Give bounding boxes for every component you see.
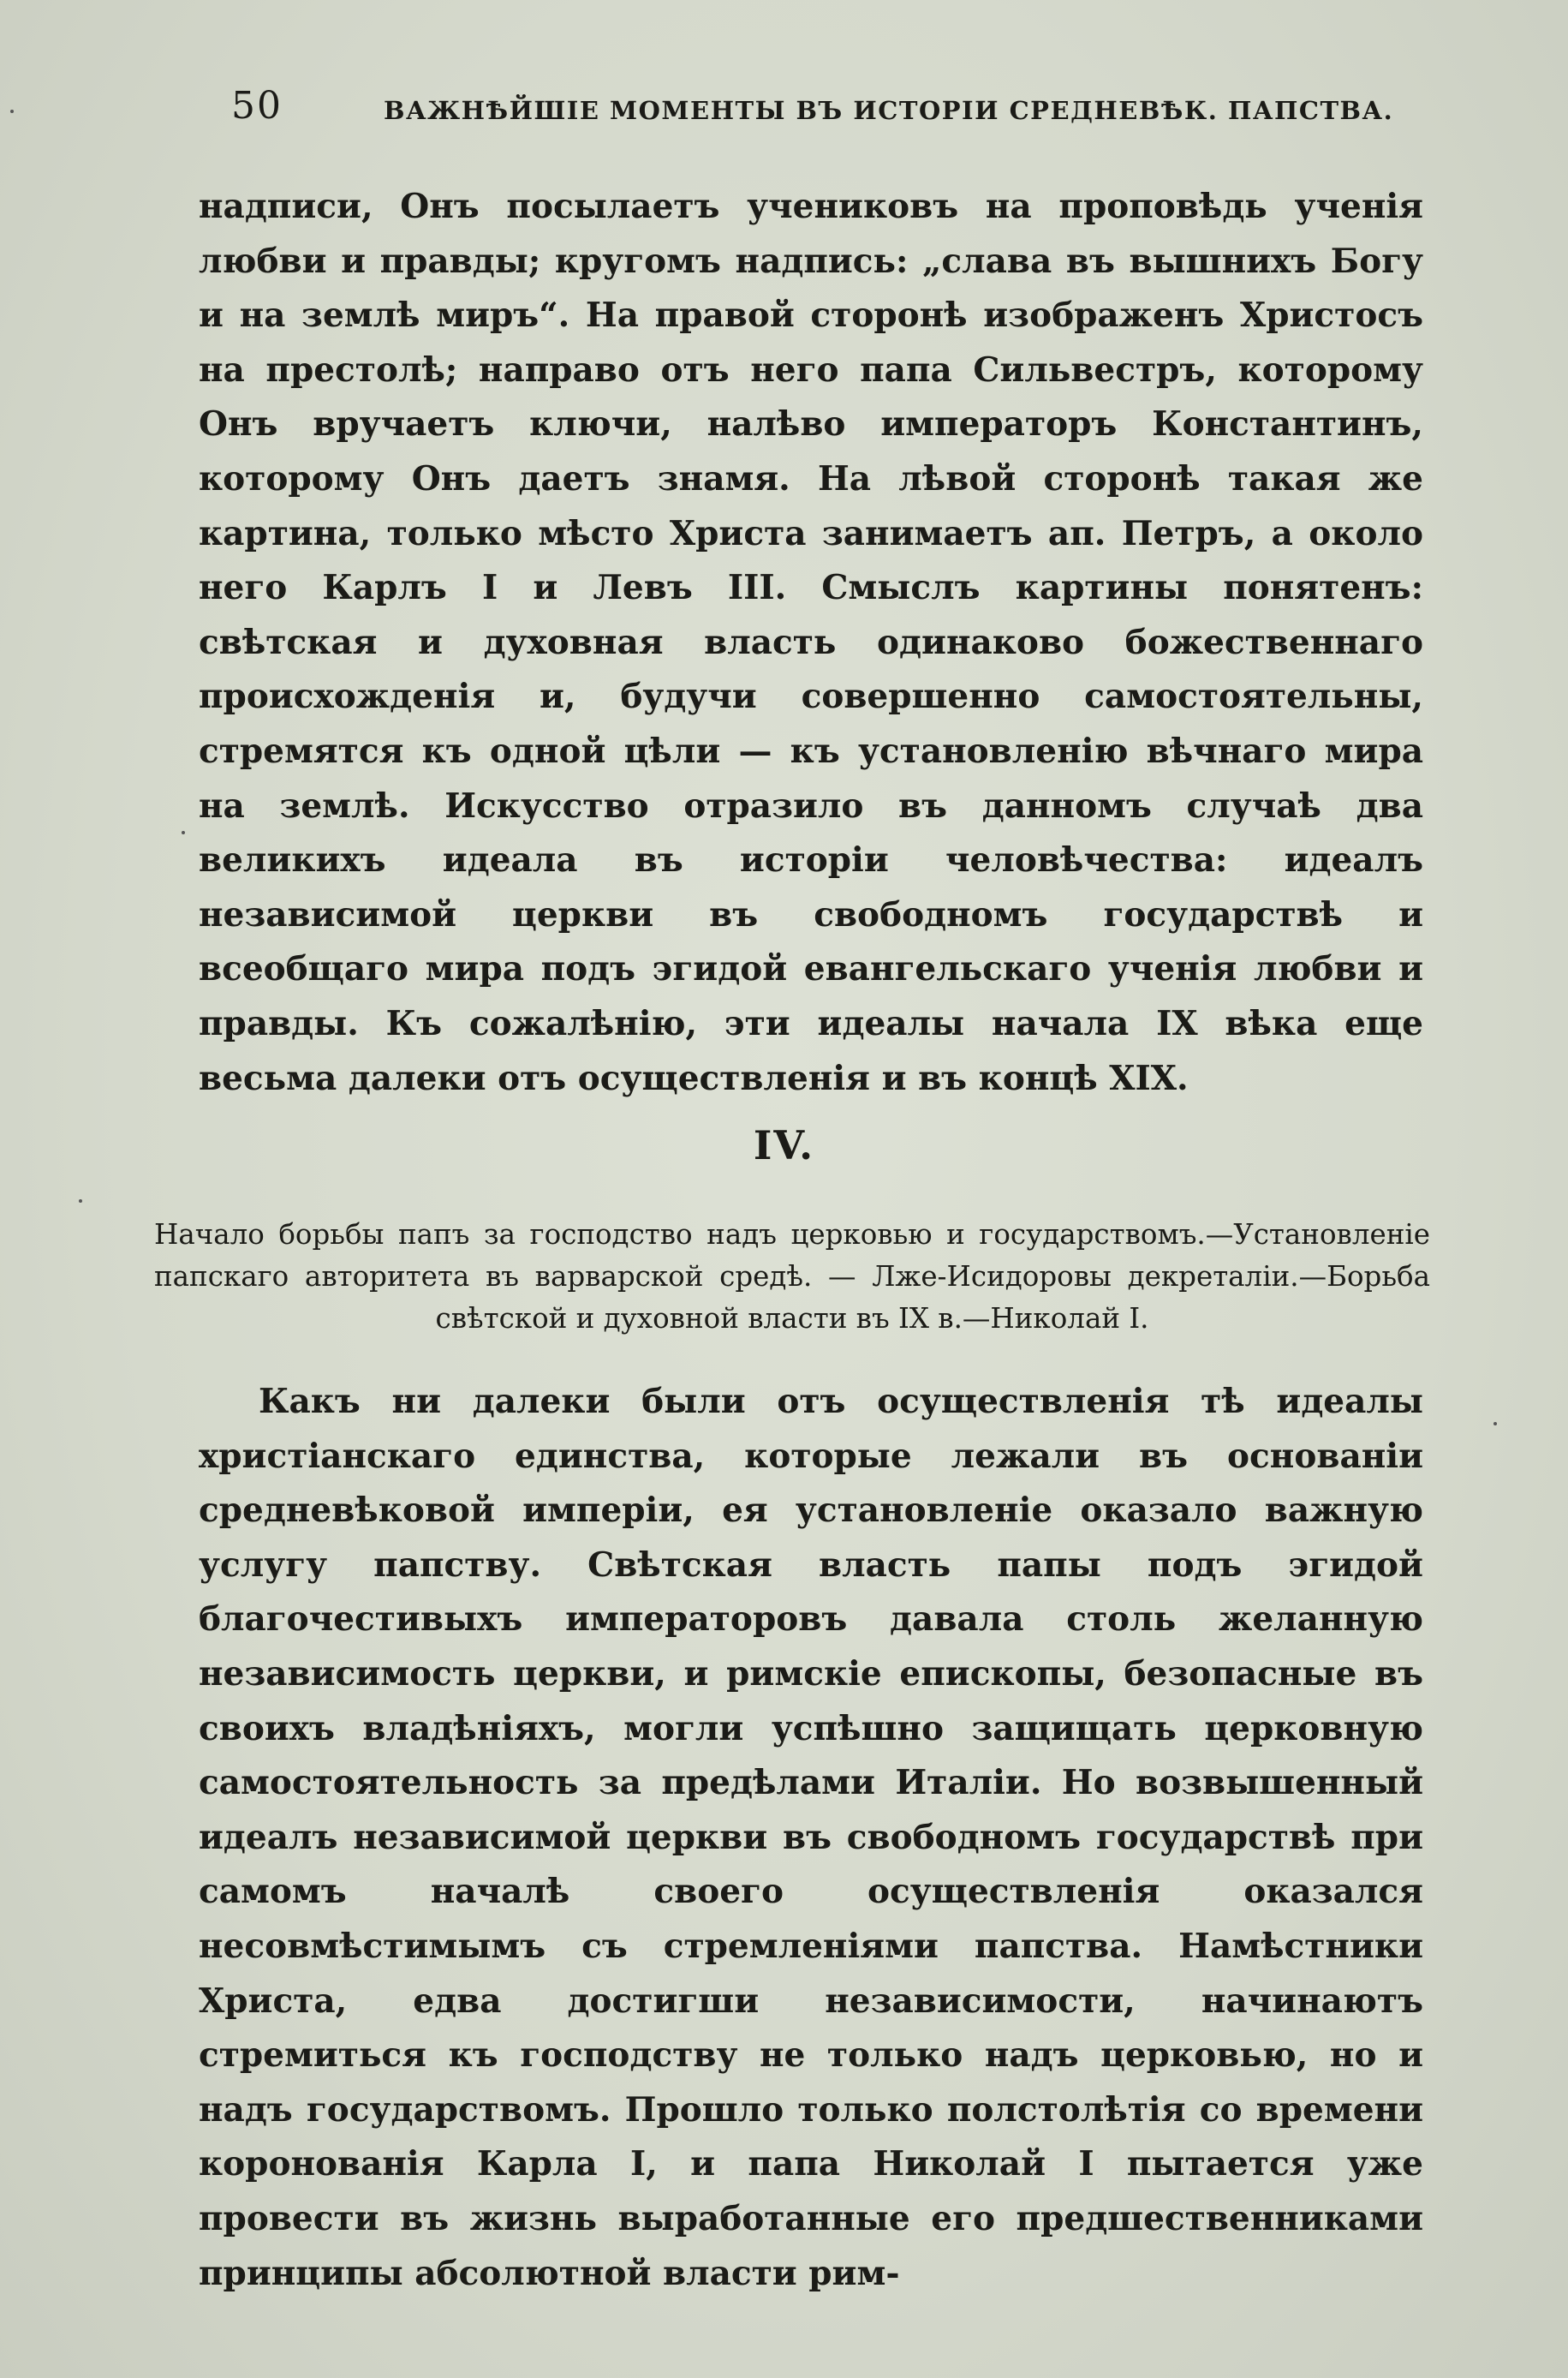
section-summary: Начало борьбы папъ за господство надъ церковью и государствомъ.—Установленіе папскаго авторитета въ варварской средѣ. — Лже-Исидоровы декреталіи.—Борьба свѣтской и духовной власти въ IX в.—Николай I.	[154, 1218, 1430, 1335]
page-number: 50	[231, 84, 283, 128]
page-header	[231, 84, 1394, 144]
section-number: IV.	[753, 1122, 815, 1168]
paragraph-body: Какъ ни далеки были отъ осуществленія тѣ идеалы христіанскаго единства, которые лежали въ основаніи средневѣковой имперіи, ея установленіе оказало важную услугу папству. Свѣтская власть папы подъ эгидой благочестивыхъ императоровъ давала столь желанную независимость церкви, и римскіе епископы, безопасные въ своихъ владѣніяхъ, могли успѣшно защищать церковную самостоятельность за предѣлами Италіи. Но возвышенный идеалъ независимой церкви въ свободномъ государствѣ при самомъ началѣ своего осуществленія оказался несовмѣстимымъ съ стремленіями папства. Намѣстники Христа, едва достигши независимости, начинаютъ стремиться къ господству не только надъ церковью, но и надъ государствомъ. Прошло только полстолѣтія со времени коронованія Карла I, и папа Николай I пытается уже провести въ жизнь выработанные его предшественниками принципы абсолютной власти рим-	[199, 1382, 1423, 2293]
scan-speck	[1493, 1422, 1497, 1425]
running-title: ВАЖНѢЙШІЕ МОМЕНТЫ ВЪ ИСТОРІИ СРЕДНЕВѢК. ПАПСТВА.	[384, 96, 1394, 125]
paragraph-continuation: надписи, Онъ посылаетъ учениковъ на проповѣдь ученія любви и правды; кругомъ надпись: „слава въ вышнихъ Богу и на землѣ миръ“. На правой сторонѣ изображенъ Христосъ на престолѣ; направо отъ него папа Сильвестръ, которому Онъ вручаетъ ключи, налѣво императоръ Константинъ, которому Онъ даетъ знамя. На лѣвой сторонѣ такая же картина, только мѣсто Христа занимаетъ ап. Петръ, а около него Карлъ I и Левъ III. Смыслъ картины понятенъ: свѣтская и духовная власть одинаково божественнаго происхожденія и, будучи совершенно самостоятельны, стремятся къ одной цѣли — къ установленію вѣчнаго мира на землѣ. Искусство отразило въ данномъ случаѣ два великихъ идеала въ исторіи человѣчества: идеалъ независимой церкви въ свободномъ государствѣ и всеобщаго мира подъ эгидой евангельскаго ученія любви и правды. Къ сожалѣнію, эти идеалы начала IX вѣка еще весьма далеки отъ осуществленія и въ концѣ XIX.	[199, 187, 1423, 1098]
scan-speck	[10, 110, 14, 113]
scan-speck	[182, 831, 185, 834]
scan-speck	[79, 1199, 82, 1203]
